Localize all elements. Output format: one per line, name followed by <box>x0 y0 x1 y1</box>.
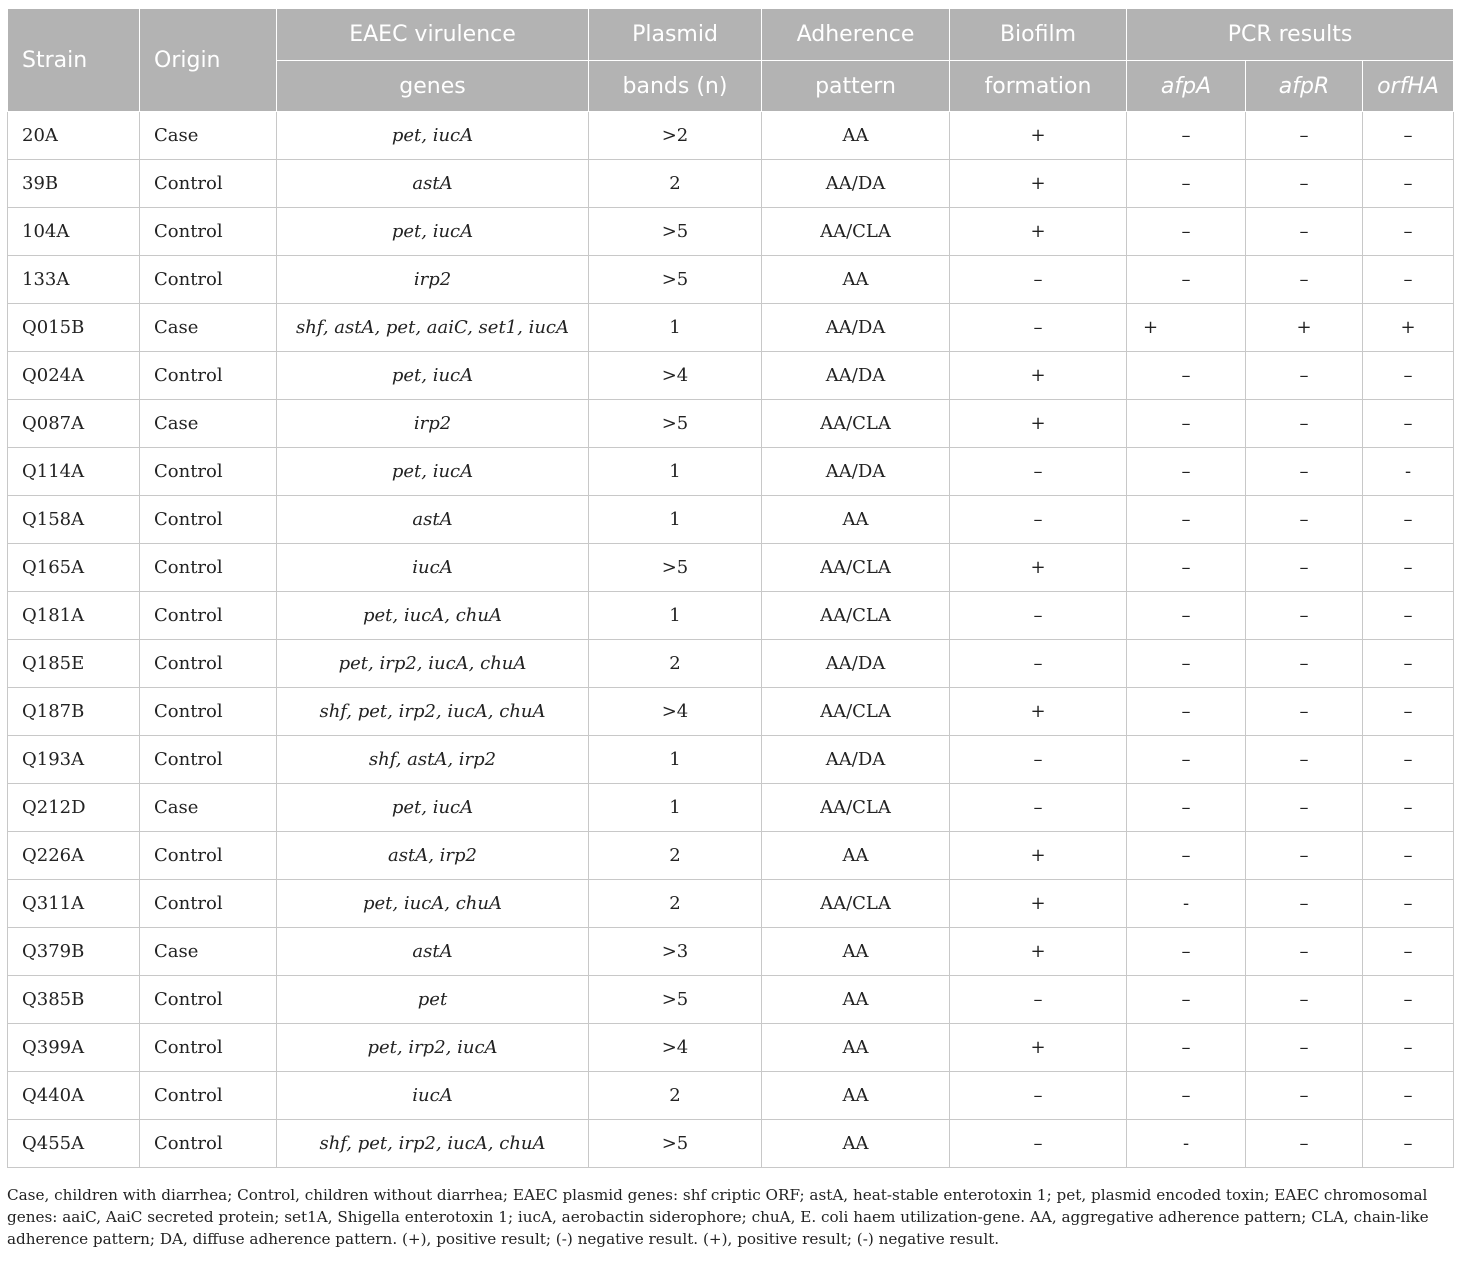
cell-strain: 20A <box>8 112 140 160</box>
cell-orfHA: + <box>1363 304 1454 352</box>
cell-orfHA: – <box>1363 1024 1454 1072</box>
table-row <box>8 544 1454 592</box>
cell-orfHA: – <box>1363 496 1454 544</box>
cell-origin: Case <box>140 112 277 160</box>
cell-adherence-pattern: AA <box>762 1024 950 1072</box>
cell-afpR: – <box>1246 880 1363 928</box>
cell-plasmid-bands: >2 <box>589 112 762 160</box>
cell-plasmid-bands: 2 <box>589 832 762 880</box>
cell-adherence-pattern: AA/CLA <box>762 784 950 832</box>
cell-afpA: – <box>1127 496 1246 544</box>
cell-biofilm-formation: + <box>950 880 1127 928</box>
cell-biofilm-formation: – <box>950 448 1127 496</box>
cell-origin: Case <box>140 304 277 352</box>
cell-orfHA: – <box>1363 208 1454 256</box>
cell-adherence-pattern: AA/DA <box>762 736 950 784</box>
cell-afpR: – <box>1246 208 1363 256</box>
cell-biofilm-formation: + <box>950 400 1127 448</box>
cell-adherence-pattern: AA <box>762 928 950 976</box>
cell-afpR: – <box>1246 592 1363 640</box>
cell-orfHA: – <box>1363 880 1454 928</box>
cell-orfHA: – <box>1363 256 1454 304</box>
cell-orfHA: – <box>1363 112 1454 160</box>
cell-origin: Case <box>140 928 277 976</box>
cell-plasmid-bands: 2 <box>589 1072 762 1120</box>
cell-origin: Control <box>140 736 277 784</box>
header-strain: Strain <box>8 9 140 112</box>
cell-afpR: – <box>1246 448 1363 496</box>
cell-strain: Q165A <box>8 544 140 592</box>
cell-orfHA: – <box>1363 1072 1454 1120</box>
cell-virulence-genes: irp2 <box>277 256 589 304</box>
cell-strain: Q114A <box>8 448 140 496</box>
cell-adherence-pattern: AA <box>762 112 950 160</box>
cell-orfHA: – <box>1363 544 1454 592</box>
cell-strain: Q399A <box>8 1024 140 1072</box>
cell-adherence-pattern: AA <box>762 496 950 544</box>
cell-afpR: – <box>1246 160 1363 208</box>
header-origin: Origin <box>140 9 277 112</box>
cell-afpR: – <box>1246 112 1363 160</box>
cell-plasmid-bands: 1 <box>589 496 762 544</box>
cell-origin: Control <box>140 544 277 592</box>
cell-origin: Control <box>140 256 277 304</box>
header-virulence-top: EAEC virulence <box>277 9 589 61</box>
table-row <box>8 352 1454 400</box>
cell-afpR: – <box>1246 640 1363 688</box>
cell-afpA: – <box>1127 784 1246 832</box>
cell-virulence-genes: astA <box>277 496 589 544</box>
cell-afpR: – <box>1246 784 1363 832</box>
cell-strain: Q455A <box>8 1120 140 1168</box>
cell-adherence-pattern: AA <box>762 832 950 880</box>
cell-afpR: – <box>1246 1072 1363 1120</box>
cell-orfHA: – <box>1363 160 1454 208</box>
cell-biofilm-formation: – <box>950 304 1127 352</box>
cell-biofilm-formation: – <box>950 1072 1127 1120</box>
cell-biofilm-formation: + <box>950 352 1127 400</box>
cell-plasmid-bands: 1 <box>589 304 762 352</box>
cell-orfHA: – <box>1363 400 1454 448</box>
table-row <box>8 304 1454 352</box>
cell-afpA: – <box>1127 544 1246 592</box>
cell-virulence-genes: iucA <box>277 1072 589 1120</box>
cell-virulence-genes: pet, iucA <box>277 352 589 400</box>
cell-virulence-genes: pet, iucA, chuA <box>277 880 589 928</box>
cell-origin: Case <box>140 400 277 448</box>
cell-adherence-pattern: AA/CLA <box>762 208 950 256</box>
cell-adherence-pattern: AA/DA <box>762 640 950 688</box>
cell-afpA: – <box>1127 976 1246 1024</box>
cell-afpA: – <box>1127 640 1246 688</box>
cell-afpA: – <box>1127 208 1246 256</box>
cell-origin: Control <box>140 352 277 400</box>
table-header <box>8 9 1454 112</box>
cell-orfHA: - <box>1363 448 1454 496</box>
header-adherence-bottom: pattern <box>762 61 950 112</box>
header-pcr-results: PCR results <box>1127 9 1454 61</box>
cell-origin: Control <box>140 1120 277 1168</box>
table-row <box>8 688 1454 736</box>
table-row <box>8 1120 1454 1168</box>
cell-origin: Control <box>140 640 277 688</box>
cell-strain: Q185E <box>8 640 140 688</box>
cell-strain: 133A <box>8 256 140 304</box>
cell-biofilm-formation: + <box>950 928 1127 976</box>
cell-afpA: – <box>1127 1072 1246 1120</box>
cell-strain: Q181A <box>8 592 140 640</box>
cell-origin: Control <box>140 448 277 496</box>
cell-afpA: + <box>1127 304 1246 352</box>
cell-origin: Control <box>140 208 277 256</box>
table-row <box>8 496 1454 544</box>
cell-afpR: – <box>1246 400 1363 448</box>
cell-afpA: – <box>1127 112 1246 160</box>
table-row <box>8 880 1454 928</box>
cell-biofilm-formation: – <box>950 640 1127 688</box>
table-footnote: Case, children with diarrhea; Control, children without diarrhea; EAEC plasmid genes: shf criptic ORF; astA, heat-stable enterotoxin 1; pet, plasmid encoded toxin; EAEC chromosomal genes: aaiC, AaiC secreted protein; set1A, Shigella enterotoxin 1; iucA, aerobactin siderophore; chuA, E. coli haem utilization-gene. AA, aggregative adherence pattern; CLA, chain-like adherence pattern; DA, diffuse adherence pattern. (+), positive result; (-) negative result. (+), positive result; (-) negative result. <box>7 1186 1429 1248</box>
cell-orfHA: – <box>1363 976 1454 1024</box>
cell-origin: Control <box>140 160 277 208</box>
table-row <box>8 256 1454 304</box>
cell-virulence-genes: pet, iucA <box>277 208 589 256</box>
cell-origin: Control <box>140 496 277 544</box>
cell-plasmid-bands: 2 <box>589 640 762 688</box>
cell-afpR: – <box>1246 1120 1363 1168</box>
cell-adherence-pattern: AA <box>762 976 950 1024</box>
cell-afpR: – <box>1246 832 1363 880</box>
cell-virulence-genes: pet, iucA <box>277 112 589 160</box>
table-row <box>8 448 1454 496</box>
cell-origin: Control <box>140 688 277 736</box>
table-row <box>8 1072 1454 1120</box>
table-row <box>8 400 1454 448</box>
cell-afpA: - <box>1127 1120 1246 1168</box>
cell-origin: Control <box>140 592 277 640</box>
cell-afpR: – <box>1246 976 1363 1024</box>
cell-virulence-genes: pet, irp2, iucA <box>277 1024 589 1072</box>
cell-virulence-genes: pet, iucA <box>277 448 589 496</box>
cell-virulence-genes: pet, irp2, iucA, chuA <box>277 640 589 688</box>
cell-plasmid-bands: 1 <box>589 736 762 784</box>
cell-virulence-genes: iucA <box>277 544 589 592</box>
cell-afpA: – <box>1127 352 1246 400</box>
cell-plasmid-bands: 1 <box>589 592 762 640</box>
cell-afpA: – <box>1127 688 1246 736</box>
cell-orfHA: – <box>1363 928 1454 976</box>
cell-strain: 39B <box>8 160 140 208</box>
cell-plasmid-bands: >5 <box>589 1120 762 1168</box>
cell-afpA: – <box>1127 448 1246 496</box>
cell-virulence-genes: pet, iucA <box>277 784 589 832</box>
cell-adherence-pattern: AA <box>762 1120 950 1168</box>
cell-plasmid-bands: >5 <box>589 400 762 448</box>
cell-virulence-genes: astA <box>277 928 589 976</box>
header-biofilm-top: Biofilm <box>950 9 1127 61</box>
cell-afpA: – <box>1127 928 1246 976</box>
cell-virulence-genes: shf, astA, pet, aaiC, set1, iucA <box>277 304 589 352</box>
cell-plasmid-bands: >5 <box>589 544 762 592</box>
table-row <box>8 928 1454 976</box>
cell-adherence-pattern: AA/CLA <box>762 592 950 640</box>
cell-adherence-pattern: AA/DA <box>762 304 950 352</box>
cell-afpA: – <box>1127 1024 1246 1072</box>
cell-afpR: – <box>1246 544 1363 592</box>
cell-virulence-genes: pet <box>277 976 589 1024</box>
cell-afpR: – <box>1246 256 1363 304</box>
strain-table-container <box>7 8 1453 1168</box>
cell-afpR: – <box>1246 688 1363 736</box>
cell-afpA: - <box>1127 880 1246 928</box>
cell-strain: Q158A <box>8 496 140 544</box>
cell-biofilm-formation: + <box>950 544 1127 592</box>
cell-plasmid-bands: 2 <box>589 160 762 208</box>
cell-biofilm-formation: – <box>950 592 1127 640</box>
cell-adherence-pattern: AA/CLA <box>762 400 950 448</box>
cell-plasmid-bands: 2 <box>589 880 762 928</box>
cell-plasmid-bands: >4 <box>589 688 762 736</box>
cell-biofilm-formation: – <box>950 976 1127 1024</box>
cell-virulence-genes: shf, astA, irp2 <box>277 736 589 784</box>
cell-strain: Q087A <box>8 400 140 448</box>
table-row <box>8 160 1454 208</box>
cell-strain: Q385B <box>8 976 140 1024</box>
cell-afpA: – <box>1127 256 1246 304</box>
cell-afpR: – <box>1246 1024 1363 1072</box>
cell-biofilm-formation: + <box>950 1024 1127 1072</box>
header-afpR: afpR <box>1246 61 1363 112</box>
cell-afpA: – <box>1127 832 1246 880</box>
cell-adherence-pattern: AA <box>762 256 950 304</box>
cell-plasmid-bands: 1 <box>589 448 762 496</box>
table-row <box>8 832 1454 880</box>
cell-strain: Q024A <box>8 352 140 400</box>
cell-virulence-genes: shf, pet, irp2, iucA, chuA <box>277 688 589 736</box>
header-virulence-bottom: genes <box>277 61 589 112</box>
cell-plasmid-bands: >4 <box>589 1024 762 1072</box>
cell-strain: Q212D <box>8 784 140 832</box>
cell-biofilm-formation: – <box>950 256 1127 304</box>
cell-orfHA: – <box>1363 832 1454 880</box>
cell-virulence-genes: astA, irp2 <box>277 832 589 880</box>
table-row <box>8 976 1454 1024</box>
cell-plasmid-bands: >5 <box>589 976 762 1024</box>
cell-afpR: – <box>1246 496 1363 544</box>
cell-strain: Q015B <box>8 304 140 352</box>
cell-biofilm-formation: – <box>950 736 1127 784</box>
cell-plasmid-bands: >5 <box>589 208 762 256</box>
cell-plasmid-bands: 1 <box>589 784 762 832</box>
table-row <box>8 736 1454 784</box>
cell-orfHA: – <box>1363 784 1454 832</box>
cell-afpA: – <box>1127 592 1246 640</box>
cell-orfHA: – <box>1363 1120 1454 1168</box>
cell-biofilm-formation: + <box>950 832 1127 880</box>
cell-biofilm-formation: + <box>950 688 1127 736</box>
cell-orfHA: – <box>1363 688 1454 736</box>
table-row <box>8 784 1454 832</box>
cell-plasmid-bands: >5 <box>589 256 762 304</box>
table-row <box>8 1024 1454 1072</box>
cell-origin: Control <box>140 1072 277 1120</box>
cell-plasmid-bands: >4 <box>589 352 762 400</box>
header-orfHA: orfHA <box>1363 61 1454 112</box>
cell-afpR: – <box>1246 352 1363 400</box>
cell-adherence-pattern: AA/DA <box>762 160 950 208</box>
cell-orfHA: – <box>1363 592 1454 640</box>
cell-virulence-genes: shf, pet, irp2, iucA, chuA <box>277 1120 589 1168</box>
header-biofilm-bottom: formation <box>950 61 1127 112</box>
cell-afpA: – <box>1127 736 1246 784</box>
cell-strain: Q440A <box>8 1072 140 1120</box>
table-body <box>8 112 1454 1168</box>
cell-afpR: – <box>1246 928 1363 976</box>
cell-origin: Control <box>140 1024 277 1072</box>
cell-origin: Control <box>140 880 277 928</box>
cell-biofilm-formation: + <box>950 160 1127 208</box>
cell-biofilm-formation: + <box>950 208 1127 256</box>
cell-adherence-pattern: AA/DA <box>762 448 950 496</box>
cell-biofilm-formation: – <box>950 784 1127 832</box>
cell-strain: Q193A <box>8 736 140 784</box>
table-row <box>8 208 1454 256</box>
cell-afpR: – <box>1246 736 1363 784</box>
header-adherence-top: Adherence <box>762 9 950 61</box>
cell-afpA: – <box>1127 160 1246 208</box>
cell-strain: Q311A <box>8 880 140 928</box>
cell-origin: Case <box>140 784 277 832</box>
cell-orfHA: – <box>1363 640 1454 688</box>
table-row <box>8 112 1454 160</box>
cell-adherence-pattern: AA/DA <box>762 352 950 400</box>
cell-afpR: + <box>1246 304 1363 352</box>
cell-orfHA: – <box>1363 736 1454 784</box>
cell-strain: Q226A <box>8 832 140 880</box>
cell-origin: Control <box>140 832 277 880</box>
table-row <box>8 640 1454 688</box>
cell-biofilm-formation: – <box>950 496 1127 544</box>
cell-strain: Q187B <box>8 688 140 736</box>
cell-afpA: – <box>1127 400 1246 448</box>
cell-strain: Q379B <box>8 928 140 976</box>
cell-origin: Control <box>140 976 277 1024</box>
header-plasmid-bottom: bands (n) <box>589 61 762 112</box>
strain-table <box>7 8 1454 1168</box>
cell-adherence-pattern: AA/CLA <box>762 880 950 928</box>
cell-biofilm-formation: – <box>950 1120 1127 1168</box>
cell-orfHA: – <box>1363 352 1454 400</box>
cell-plasmid-bands: >3 <box>589 928 762 976</box>
cell-virulence-genes: irp2 <box>277 400 589 448</box>
cell-virulence-genes: astA <box>277 160 589 208</box>
cell-adherence-pattern: AA <box>762 1072 950 1120</box>
cell-biofilm-formation: + <box>950 112 1127 160</box>
header-afpA: afpA <box>1127 61 1246 112</box>
table-row <box>8 592 1454 640</box>
cell-virulence-genes: pet, iucA, chuA <box>277 592 589 640</box>
cell-adherence-pattern: AA/CLA <box>762 544 950 592</box>
cell-strain: 104A <box>8 208 140 256</box>
header-plasmid-top: Plasmid <box>589 9 762 61</box>
cell-adherence-pattern: AA/CLA <box>762 688 950 736</box>
